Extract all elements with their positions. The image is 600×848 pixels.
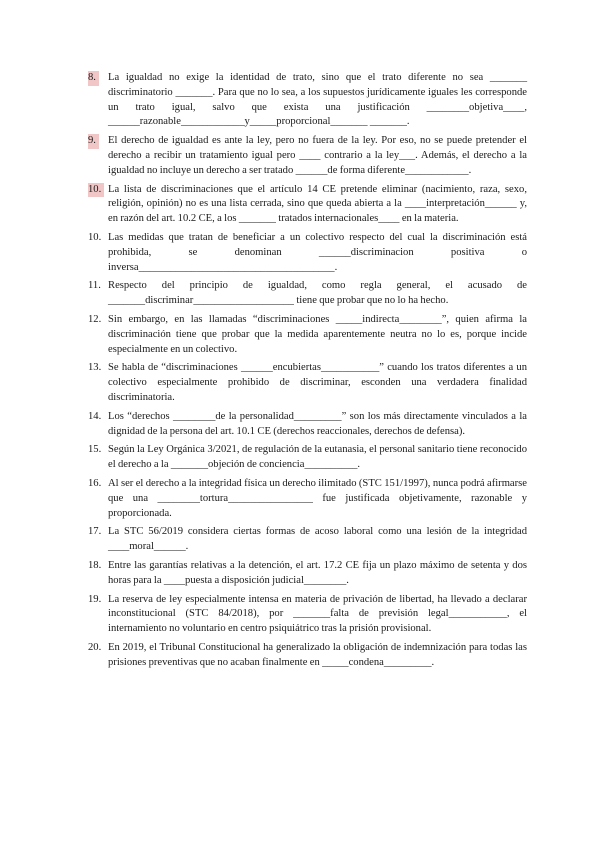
list-item xyxy=(88,183,527,227)
item-text: Al ser el derecho a la integridad física un derecho ilimitado (STC 151/1997), nunca podrá afirmarse que una ________tortura________________ fue justificada objetivamente, razonable y proporcionada. xyxy=(108,477,527,519)
item-number: 11. xyxy=(88,280,101,292)
highlighted-item-number: 9. xyxy=(88,134,99,149)
item-text: Se habla de “discriminaciones ______encubiertas___________” cuando los tratos diferentes a un colectivo especialmente prohibido de discriminar, esconden una verdadera finalidad discriminatoria. xyxy=(108,362,527,403)
list-item xyxy=(88,313,527,357)
item-number: 16. xyxy=(88,477,102,489)
item-number: 18. xyxy=(88,559,102,571)
item-number: 15. xyxy=(88,444,102,456)
list-item xyxy=(88,134,527,178)
list-item xyxy=(88,641,527,671)
item-number: 19. xyxy=(88,593,102,605)
item-number: 10. xyxy=(88,231,102,243)
item-number: 13. xyxy=(88,362,102,374)
list-item xyxy=(88,443,527,473)
item-number: 12. xyxy=(88,313,102,325)
highlighted-item-number: 8. xyxy=(88,71,99,86)
list-item xyxy=(88,525,527,555)
item-text: Las medidas que tratan de beneficiar a un colectivo respecto del cual la discriminación está prohibida, se denominan ______discriminacion positiva o inversa_____________________________________. xyxy=(108,231,527,273)
item-text: La reserva de ley especialmente intensa en materia de privación de libertad, ha llevado a declarar inconstitucional (STC 84/2018), por _______falta de previsión legal___________, el internamiento no voluntario en centro psiquiátrico tras la prisión provisional. xyxy=(108,593,527,635)
item-text: En 2019, el Tribunal Constitucional ha generalizado la obligación de indemnización para todas las prisiones preventivas que no acaban finalmente en _____condena_________. xyxy=(108,641,527,668)
list-item xyxy=(88,410,527,440)
item-text: Según la Ley Orgánica 3/2021, de regulación de la eutanasia, el personal sanitario tiene reconocido el derecho a la _______objeción de conciencia__________. xyxy=(108,444,527,471)
item-text: El derecho de igualdad es ante la ley, pero no fuera de la ley. Por eso, no se puede pretender el derecho a recibir un tratamiento igual pero ____ contrario a la ley___. Además, el derecho a la igualdad no incluye un derecho a ser tratado ______de forma diferente____________. xyxy=(108,135,527,176)
item-number: 17. xyxy=(88,526,102,538)
highlighted-item-number: 10. xyxy=(88,183,104,198)
list-item xyxy=(88,477,527,521)
item-text: Entre las garantías relativas a la detención, el art. 17.2 CE fija un plazo máximo de setenta y dos horas para la ____puesta a disposición judicial________. xyxy=(108,559,527,586)
list-item xyxy=(88,231,527,275)
item-text: Sin embargo, en las llamadas “discriminaciones _____indirecta________”, quien afirma la discriminación tiene que probar que la medida aparentemente neutra no lo es, porque incide especialmente en un colectivo. xyxy=(108,313,527,355)
item-text: La igualdad no exige la identidad de trato, sino que el trato diferente no sea _______ discriminatorio _______. Para que no lo sea, a los supuestos jurídicamente iguales les corresponde un trato igual, salvo que exista una justificación ________objetiva____, ______razonable____________y_____proporcional_______ _______. xyxy=(108,72,527,128)
item-text: La lista de discriminaciones que el artículo 14 CE pretende eliminar (nacimiento, raza, sexo, religión, opinión) no es una lista cerrada, sino que queda abierta a la ____interpretación______ y, en razón del art. 10.2 CE, a los _______ tratados internacionales____ en la materia. xyxy=(108,183,527,225)
list-item xyxy=(88,559,527,589)
question-list xyxy=(88,71,527,674)
list-item xyxy=(88,279,527,309)
list-item xyxy=(88,71,527,130)
item-text: La STC 56/2019 considera ciertas formas de acoso laboral como una lesión de la integridad ____moral______. xyxy=(108,526,527,553)
item-number: 14. xyxy=(88,410,102,422)
list-item xyxy=(88,361,527,405)
list-item xyxy=(88,593,527,637)
item-text: Los “derechos ________de la personalidad_________” son los más directamente vinculados a la dignidad de la persona del art. 10.1 CE (derechos reaccionales, derechos de defensa). xyxy=(108,410,527,437)
item-number: 20. xyxy=(88,641,102,653)
item-text: Respecto del principio de igualdad, como regla general, el acusado de _______discriminar___________________ tiene que probar que no lo ha hecho. xyxy=(108,280,527,307)
